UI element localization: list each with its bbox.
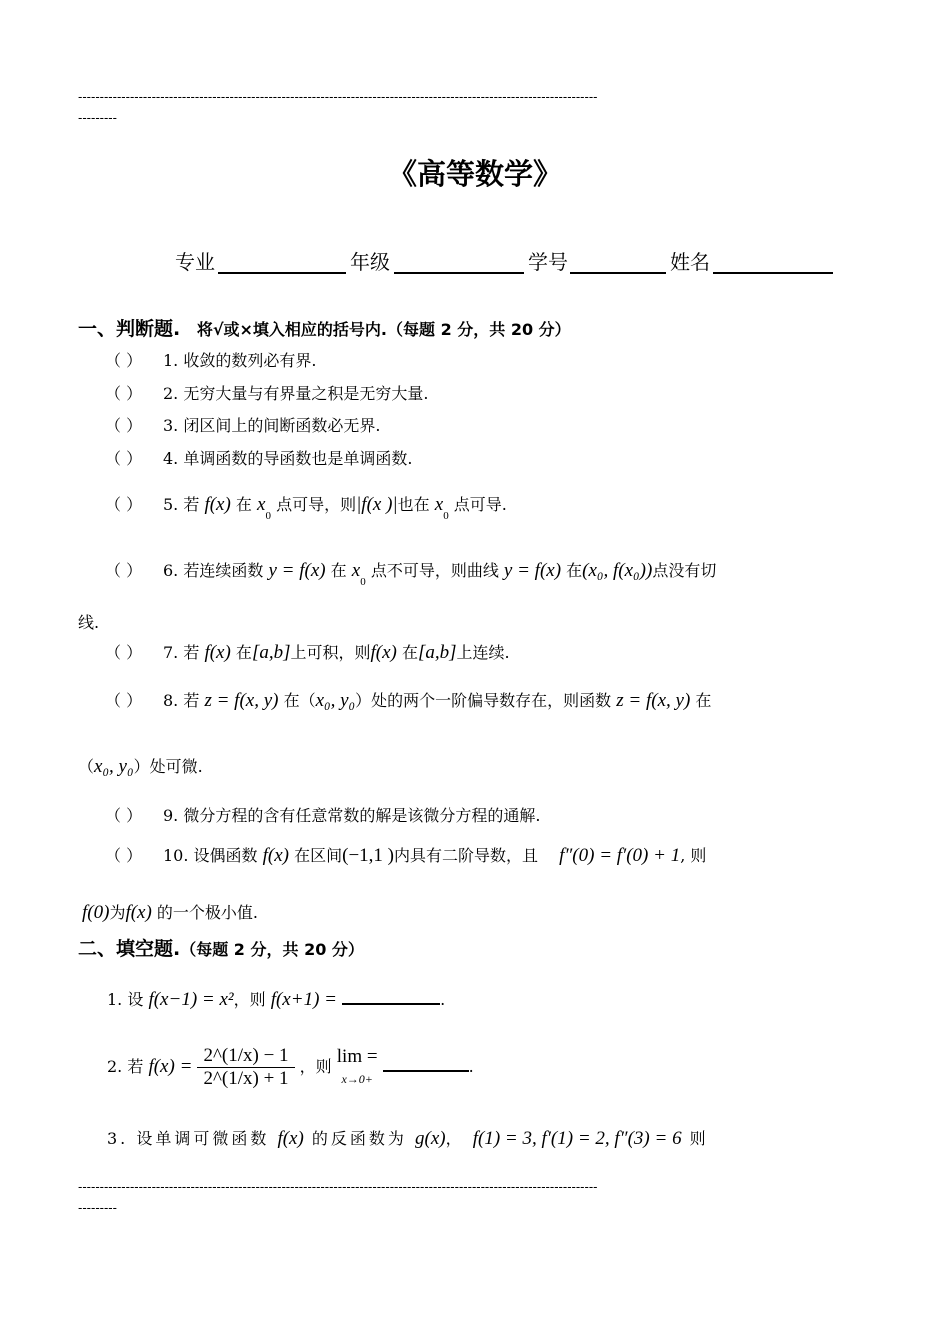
- bottom-dash-line-short: ---------: [78, 1201, 117, 1215]
- answer-bracket[interactable]: （ ）: [105, 806, 143, 825]
- name-blank[interactable]: [713, 250, 833, 274]
- page-title: 《高等数学》: [387, 157, 562, 191]
- section2-instruction: （每题 2 分，共 20 分）: [180, 940, 364, 959]
- judge-item-1: （ ） 1. 收敛的数列必有界.: [105, 351, 317, 370]
- fraction: $\frac{2\^{}(1/x) - 1}{2\^{}(1/x) + 1}$: [197, 1045, 294, 1090]
- id-label: 学号: [528, 250, 568, 274]
- judge-item-3: （ ） 3. 闭区间上的间断函数必无界.: [105, 416, 381, 435]
- top-dash-line-short: ---------: [78, 111, 117, 125]
- answer-bracket[interactable]: （ ）: [105, 643, 143, 662]
- judge-item-7: （ ） 7. 若 f(x) 在[a,b]上可积，则f(x) 在[a,b]上连续.: [105, 642, 510, 663]
- fill-item-1: 1. 设 f(x−1) = x²，则 f(x+1) = .: [107, 985, 445, 1011]
- section1-heading: 一、判断题. 将√或×填入相应的括号内.（每题 2 分，共 20 分）: [78, 318, 571, 340]
- judge-item-10-wrap: f(0)为f(x) 的一个极小值.: [82, 902, 259, 923]
- judge-item-6: （ ） 6. 若连续函数 y = f(x) 在 $x_0$ 点不可导，则曲线 y = f(x) 在(x₀, f(x₀))点没有切: [105, 560, 717, 588]
- judge-item-2: （ ） 2. 无穷大量与有界量之积是无穷大量.: [105, 384, 429, 403]
- major-blank[interactable]: [218, 250, 346, 274]
- fill-item-2: 2. 若 f(x) = $\frac{2\^{}(1/x) - 1}{2\^{}(1/x) + 1}$ ，则 lim = x→0+ .: [107, 1045, 474, 1089]
- answer-blank[interactable]: [383, 1052, 469, 1072]
- answer-bracket[interactable]: （ ）: [105, 416, 143, 435]
- top-dash-line: ------------------------------------------------------------------------------------------------------------------------: [78, 90, 598, 104]
- id-blank[interactable]: [570, 250, 666, 274]
- judge-item-8: （ ） 8. 若 z = f(x, y) 在（x₀, y₀）处的两个一阶偏导数存在，则函数 z = f(x, y) 在: [105, 690, 712, 711]
- major-label: 专业: [175, 250, 215, 274]
- judge-item-4: （ ） 4. 单调函数的导函数也是单调函数.: [105, 449, 413, 468]
- answer-bracket[interactable]: （ ）: [105, 561, 143, 580]
- answer-bracket[interactable]: （ ）: [105, 384, 143, 403]
- judge-item-9: （ ） 9. 微分方程的含有任意常数的解是该微分方程的通解.: [105, 806, 541, 825]
- judge-item-10: （ ） 10. 设偶函数 f(x) 在区间(−1,1 )内具有二阶导数，且 f″(0) = f′(0) + 1, 则: [105, 845, 707, 866]
- judge-item-6-wrap: 线.: [78, 613, 100, 632]
- name-label: 姓名: [670, 250, 710, 274]
- section2-heading: 二、填空题.（每题 2 分，共 20 分）: [78, 938, 364, 960]
- grade-blank[interactable]: [394, 250, 524, 274]
- fill-item-3: 3. 设单调可微函数 f(x) 的反函数为 g(x)， f(1) = 3, f′(1) = 2, f″(3) = 6 则: [107, 1128, 709, 1149]
- answer-bracket[interactable]: （ ）: [105, 691, 143, 710]
- answer-bracket[interactable]: （ ）: [105, 846, 143, 865]
- judge-item-5: （ ） 5. 若 f(x) 在 $x_0$ 点可导，则|f(x )|也在 $x_0$ 点可导.: [105, 494, 507, 522]
- answer-bracket[interactable]: （ ）: [105, 351, 143, 370]
- section1-instruction: 将√或×填入相应的括号内.（每题 2 分，共 20 分）: [196, 320, 571, 339]
- answer-bracket[interactable]: （ ）: [105, 449, 143, 468]
- bottom-dash-line: ------------------------------------------------------------------------------------------------------------------------: [78, 1180, 598, 1194]
- grade-label: 年级: [350, 250, 390, 274]
- judge-item-8-wrap: （x₀, y₀）处可微.: [78, 756, 203, 777]
- answer-blank[interactable]: [342, 985, 440, 1005]
- answer-bracket[interactable]: （ ）: [105, 495, 143, 514]
